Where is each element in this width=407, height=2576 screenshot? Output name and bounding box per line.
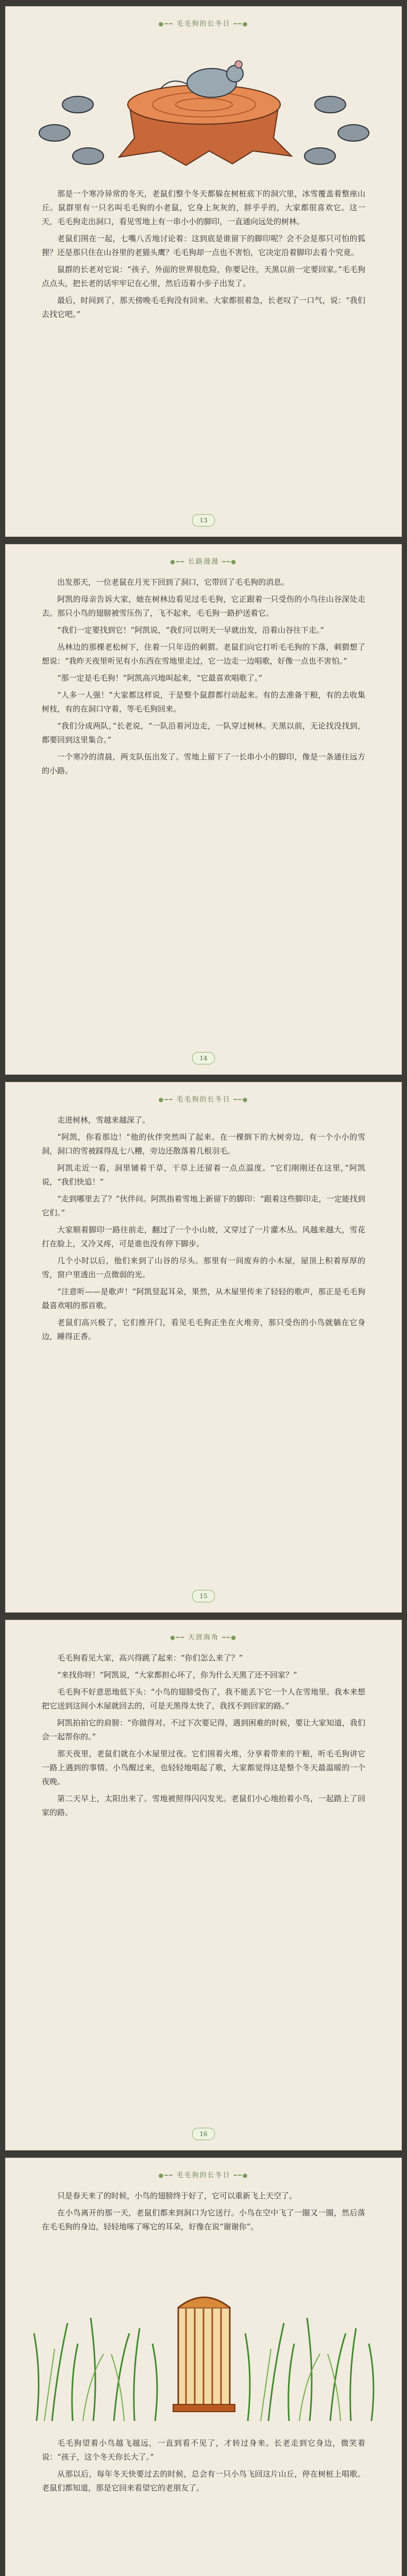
paragraph: 大家顺着脚印一路往前走，翻过了一个小山坡，又穿过了一片灌木丛。风越来越大，雪花打在脸上，又冷又疼，可是谁也没有停下脚步。 (42, 1225, 365, 1248)
story-text (42, 1113, 365, 1347)
story-text (42, 575, 365, 781)
paragraph: 那天夜里，老鼠们就在小木屋里过夜。它们围着火堆，分享着带来的干粮，听毛毛狗讲它一路上遇到的事情。小鸟醒过来，也轻轻地唱起了歌，大家都觉得这是整个冬天最温暖的一个夜晚。 (42, 1749, 365, 1786)
paragraph: 那是一个寒冷异常的冬天，老鼠们整个冬天都躲在树桩底下的洞穴里，冰雪覆盖着整座山丘。鼠群里有一只名叫毛毛狗的小老鼠，它身上灰灰的，胖乎乎的，大家都很喜欢它。这一天，毛毛狗走出洞口，看见雪地上有一串小小的脚印，一直通向远处的树林。 (42, 189, 365, 226)
paragraph: 在小鸟离开的那一天，老鼠们都来到洞口为它送行。小鸟在空中飞了一圈又一圈，然后落在毛毛狗的身边，轻轻地啄了啄它的耳朵，好像在说“谢谢你”。 (42, 2208, 365, 2231)
page-header: ●━━ 毛毛狗的长冬日 ━━● (158, 20, 249, 28)
page-header-title: 毛毛狗的长冬日 (176, 2172, 231, 2179)
paragraph: “注意听——是歌声！”阿凯竖起耳朵，果然，从木屋里传来了轻轻的歌声，那正是毛毛狗最喜欢唱的那首歌。 (42, 1287, 365, 1310)
paragraph: “阿凯，你看那边！”他的伙伴突然叫了起来。在一棵倒下的大树旁边，有一个小小的雪洞，洞口的雪被踩得乱七八糟，旁边还散落着几根羽毛。 (42, 1132, 365, 1156)
paragraph: 出发那天，一位老鼠在月光下回到了洞口，它带回了毛毛狗的消息。 (57, 578, 290, 587)
paragraph: 老鼠们围在一起，七嘴八舌地讨论着：这到底是谁留下的脚印呢？会不会是那只可怕的狐狸？还是那只住在山谷里的老猫头鹰？毛毛狗却一点也不害怕，它决定沿着脚印去看个究竟。 (42, 234, 365, 257)
paragraph: 阿凯走近一看，洞里铺着干草，干草上还留着一点点温度。“它们刚刚还在这里，”阿凯说，“我们快追！” (42, 1163, 365, 1187)
page-header: ●━━ 毛毛狗的长冬日 ━━● (158, 2172, 249, 2179)
page-header: ●━━ 天涯海角 ━━● (170, 1634, 237, 1641)
paragraph: “我们分成两队，”长老说，“一队沿着河边走，一队穿过树林。天黑以前，无论找没找到，都要回到这里集合。” (42, 721, 365, 744)
page-header-title: 天涯海角 (188, 1634, 219, 1641)
page-footer (6, 1590, 401, 1602)
page-header-title: 毛毛狗的长冬日 (176, 1096, 231, 1104)
page-header: ●━━ 毛毛狗的长冬日 ━━● (158, 1096, 249, 1104)
page-number: 16 (192, 2128, 215, 2140)
paragraph: “那一定是毛毛狗！”阿凯高兴地叫起来，“它最喜欢唱歌了。” (57, 673, 263, 683)
paragraph: 只是春天来了的时候，小鸟的翅膀终于好了，它可以重新飞上天空了。 (57, 2191, 297, 2200)
page-footer (6, 514, 401, 527)
grass-and-cage-illustration (6, 2272, 402, 2426)
story-page-5 (5, 2158, 402, 2576)
paragraph: 最后，时间到了，那天傍晚毛毛狗没有回来。大家都很着急，长老叹了一口气，说：“我们去找它吧。” (42, 296, 365, 319)
page-footer (6, 2128, 401, 2140)
paragraph: 毛毛狗不好意思地低下头：“小鸟的翅膀受伤了，我不能丢下它一个人在雪地里。我本来想把它送到这间小木屋就回去的，可是天黑得太快了，我找不到回家的路。” (42, 1687, 365, 1710)
page-number: 14 (192, 1052, 215, 1064)
paragraph: 毛毛狗看见大家，高兴得跳了起来：“你们怎么来了？” (57, 1653, 243, 1663)
page-header-title: 毛毛狗的长冬日 (176, 20, 231, 28)
page-footer (6, 1052, 401, 1064)
paragraph: “我们一定要找到它！”阿凯说，“我们可以明天一早就出发，沿着山谷往下走。” (57, 625, 325, 635)
page-number: 13 (192, 514, 215, 527)
story-page-1 (5, 6, 402, 537)
paragraph: “来找你呀！”阿凯说，“大家都担心坏了，你为什么天黑了还不回家？” (57, 1670, 297, 1680)
page-header: ●━━ 长路漫漫 ━━● (170, 558, 237, 566)
story-page-4 (5, 1620, 402, 2150)
story-text-continued (42, 2436, 365, 2498)
paragraph: 几个小时以后，他们来到了山谷的尽头。那里有一间废弃的小木屋，屋顶上积着厚厚的雪，窗户里透出一点微弱的光。 (42, 1256, 365, 1279)
paragraph: 毛毛狗望着小鸟越飞越远，一直到看不见了，才转过身来。长老走到它身边，微笑着说：“孩子，这个冬天你长大了。” (42, 2438, 365, 2462)
story-text (42, 1651, 365, 1823)
page-number: 15 (192, 1590, 215, 1602)
paragraph: 鼠群的长老对它说：“孩子，外面的世界很危险，你要记住，天黑以前一定要回家。”毛毛狗点点头，把长老的话牢牢记在心里，然后迈着小步子出发了。 (42, 265, 365, 288)
story-page-3 (5, 1082, 402, 1613)
story-text (42, 187, 365, 325)
paragraph: 从那以后，每年冬天快要过去的时候，总会有一只小鸟飞回这片山丘，停在树桩上唱歌。老鼠们都知道，那是它回来看望它的老朋友了。 (42, 2469, 365, 2493)
paragraph: 阿凯的母亲告诉大家，她在树林边看见过毛毛狗，它正跟着一只受伤的小鸟往山谷深处走去。那只小鸟的翅膀被雪压伤了，飞不起来，毛毛狗一路护送着它。 (42, 595, 365, 618)
story-page-2 (5, 544, 402, 1075)
page-header-title: 长路漫漫 (188, 558, 219, 566)
paragraph: 走进树林，雪越来越深了。 (57, 1115, 150, 1125)
paragraph: 一个寒冷的清晨，两支队伍出发了。雪地上留下了一长串小小的脚印，像是一条通往远方的小路。 (42, 752, 365, 775)
paragraph: “走到哪里去了？”伙伴问。阿凯指着雪地上新留下的脚印：“跟着这些脚印走，一定能找到它们。” (42, 1194, 365, 1217)
paragraph: 丛林边的那棵老松树下，住着一只年迈的刺猬。老鼠们向它打听毛毛狗的下落，刺猬想了想说：“我昨天夜里听见有小东西在雪地里走过，它一边走一边唱歌，好像一点也不害怕。” (42, 642, 365, 666)
tree-stump-mice-illustration (6, 27, 402, 177)
paragraph: “人多一人强！”大家都这样说，于是整个鼠群都行动起来。有的去准备干粮，有的去收集树枝，有的在洞口守着，等毛毛狗回来。 (42, 690, 365, 714)
paragraph: 老鼠们高兴极了，它们推开门，看见毛毛狗正坐在火堆旁，那只受伤的小鸟就躺在它身边，睡得正香。 (42, 1318, 365, 1341)
paragraph: 第二天早上，太阳出来了。雪地被照得闪闪发光。老鼠们小心地抬着小鸟，一起踏上了回家的路。 (42, 1794, 365, 1817)
story-text (42, 2189, 365, 2237)
paragraph: 阿凯拍拍它的肩膀：“你做得对。不过下次要记得，遇到困难的时候，要让大家知道，我们会一起帮你的。” (42, 1718, 365, 1741)
